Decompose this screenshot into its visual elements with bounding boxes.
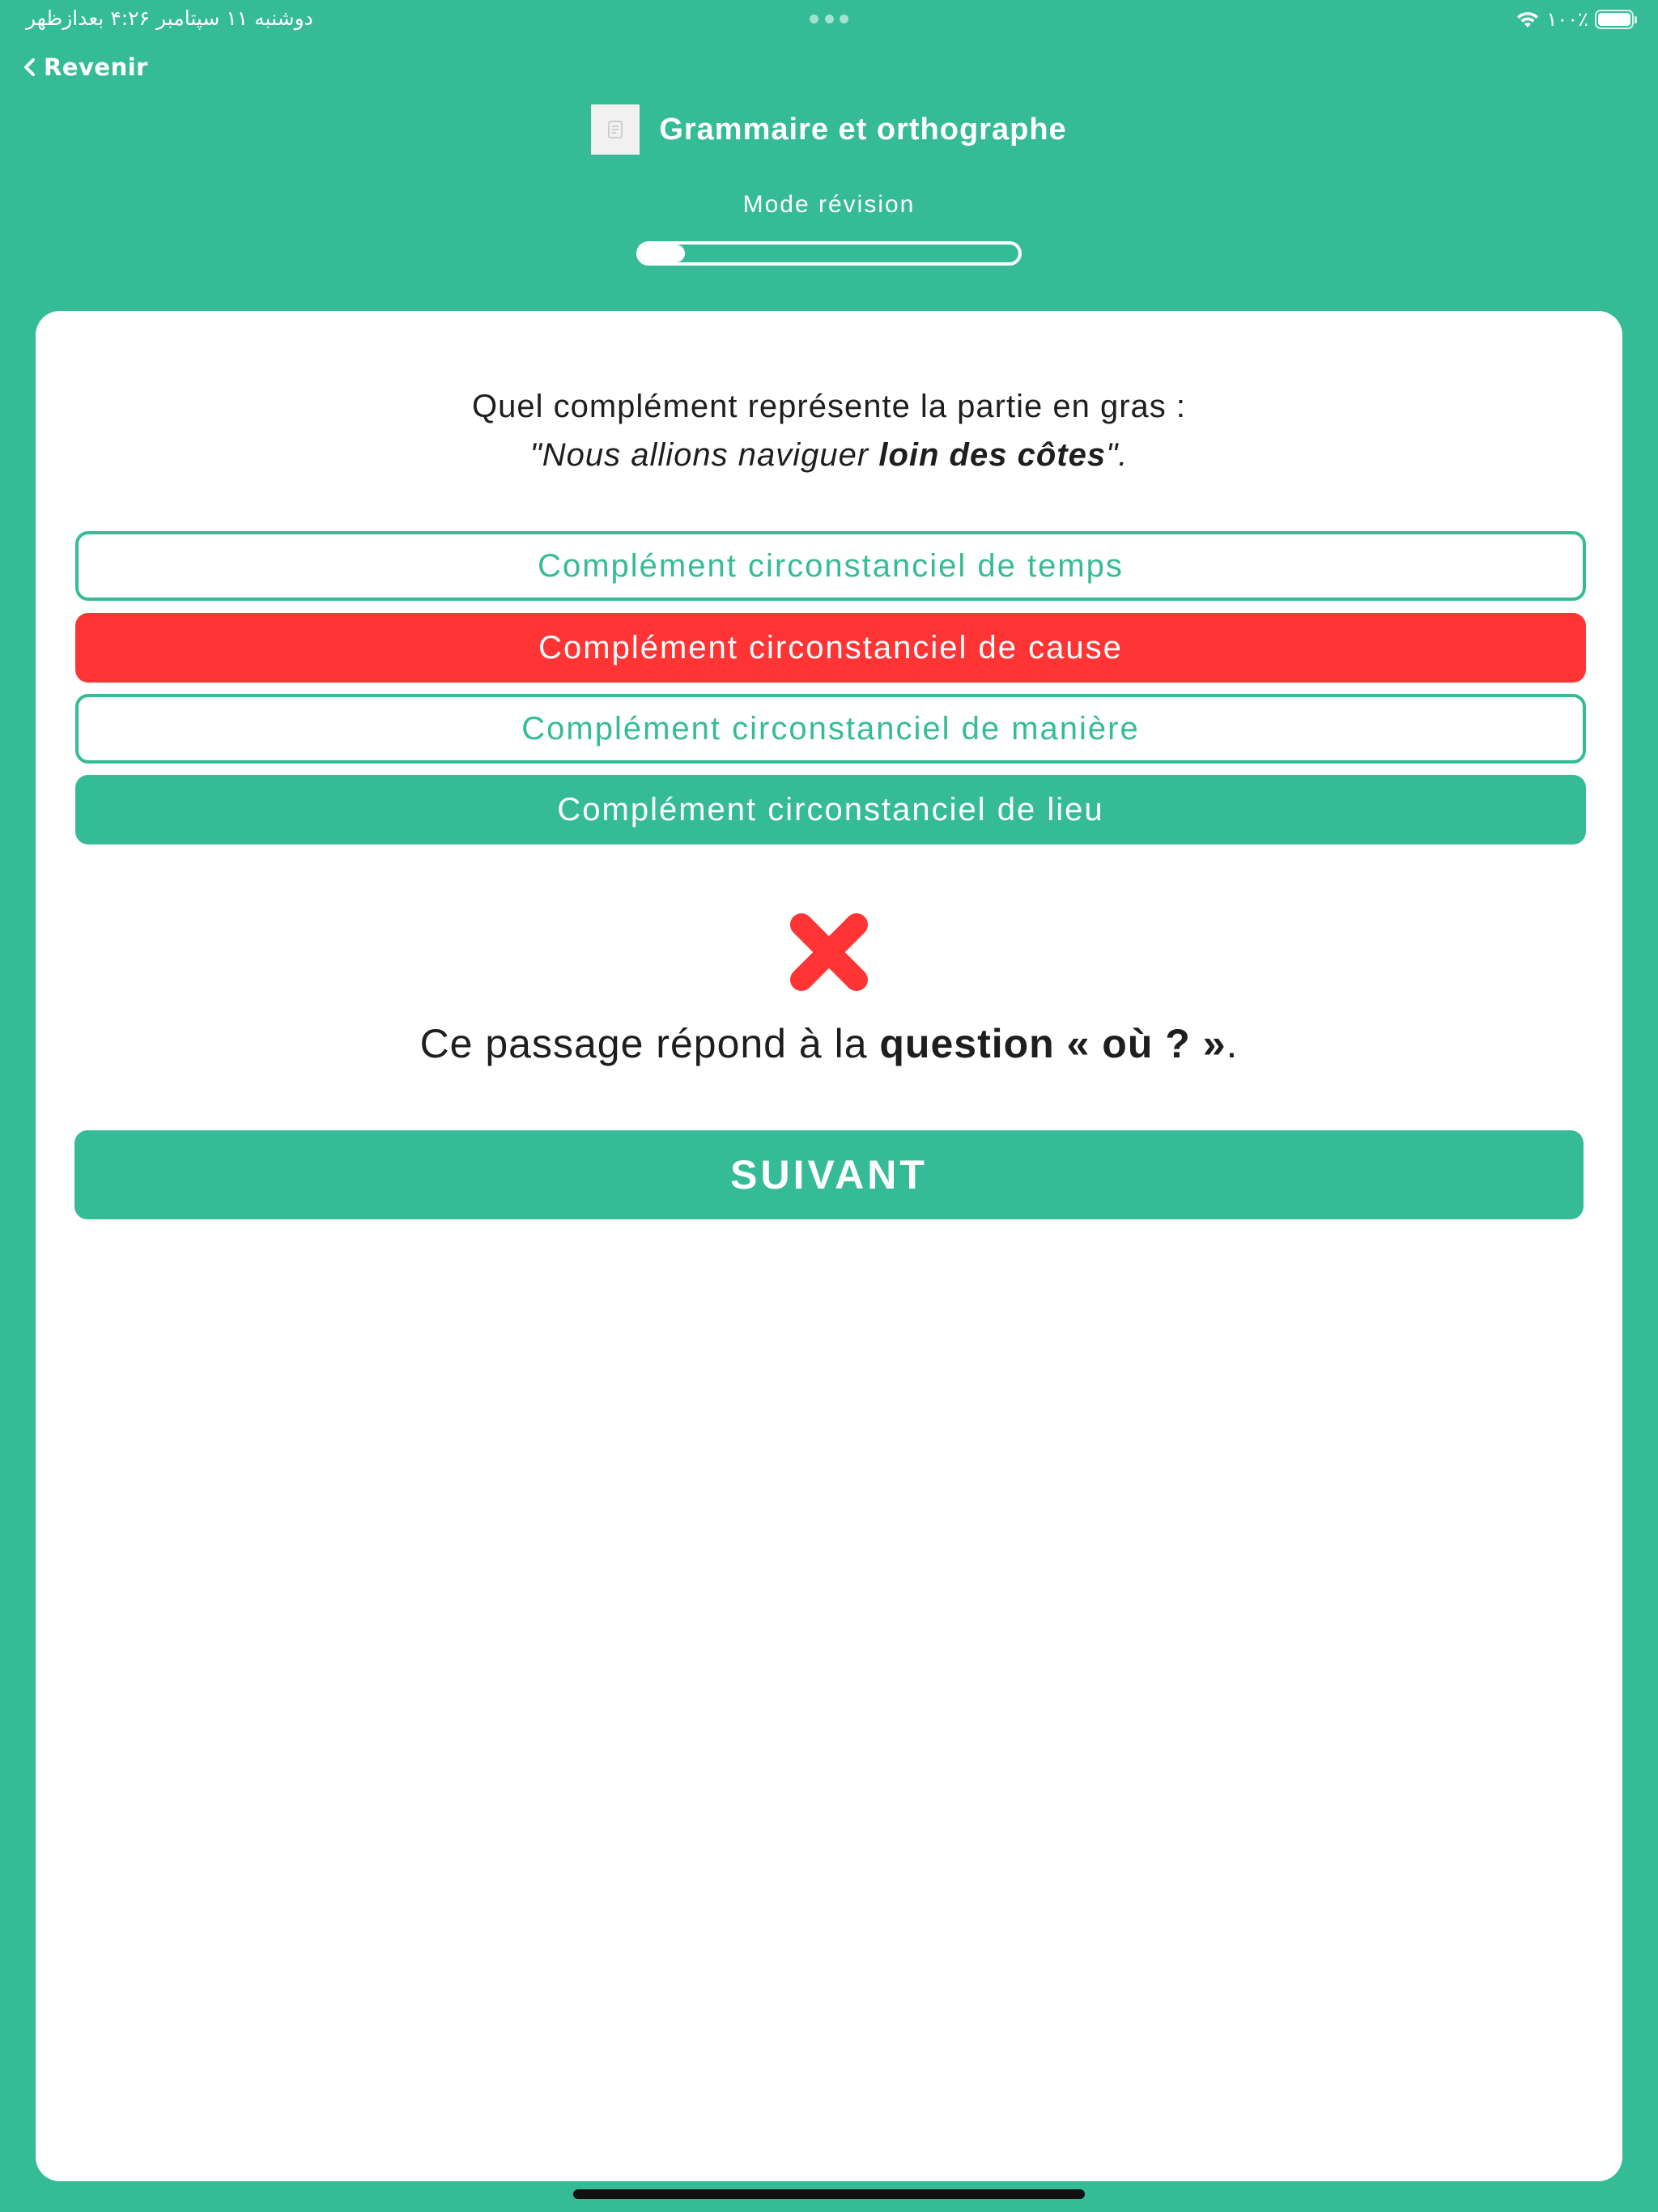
answer-label: Complément circonstanciel de temps: [538, 547, 1124, 584]
home-indicator[interactable]: [573, 2189, 1085, 2199]
quote-bold: loin des côtes: [878, 437, 1107, 473]
question-prompt: Quel complément représente la partie en gras :: [472, 389, 1186, 424]
quote-close: ".: [1106, 437, 1129, 473]
battery-icon: [1595, 10, 1634, 29]
question-card: [36, 311, 1622, 2181]
answer-option-temps[interactable]: [75, 531, 1586, 601]
header: [0, 104, 1658, 155]
answer-option-cause[interactable]: [75, 613, 1586, 683]
quote-normal: Nous allions naviguer: [542, 437, 879, 473]
multitasking-dots-icon[interactable]: [810, 15, 848, 24]
page-title: Grammaire et orthographe: [659, 112, 1067, 147]
answer-label: Complément circonstanciel de manière: [521, 710, 1140, 747]
quote-open: ": [529, 437, 542, 473]
answer-label: Complément circonstanciel de cause: [538, 629, 1123, 666]
subject-image-icon: [591, 104, 640, 155]
wifi-icon: [1516, 10, 1540, 29]
question-quote: [36, 431, 1622, 479]
cross-icon: [787, 910, 871, 994]
battery-percentage: ۱۰۰٪: [1546, 8, 1588, 31]
status-indicators: [1516, 6, 1634, 32]
status-bar: [0, 0, 1658, 40]
feedback-bold: question « où ? »: [879, 1021, 1226, 1066]
status-time: دوشنبه ۱۱ سپتامبر ۴:۲۶ بعدازظهر: [26, 6, 313, 30]
answer-option-lieu[interactable]: [75, 775, 1586, 844]
feedback-suffix: .: [1226, 1021, 1239, 1066]
answer-option-maniere[interactable]: [75, 694, 1586, 764]
answer-label: Complément circonstanciel de lieu: [557, 791, 1104, 827]
feedback-prefix: Ce passage répond à la: [419, 1021, 880, 1066]
next-button[interactable]: SUIVANT: [74, 1130, 1584, 1219]
progress-fill: [640, 245, 685, 262]
back-label: Revenir: [44, 53, 148, 81]
back-button[interactable]: [23, 53, 148, 81]
progress-bar: [636, 241, 1022, 266]
question-text: [36, 382, 1622, 479]
feedback-text: [36, 1020, 1622, 1067]
mode-label: Mode révision: [742, 191, 916, 218]
chevron-left-icon: [23, 57, 36, 77]
